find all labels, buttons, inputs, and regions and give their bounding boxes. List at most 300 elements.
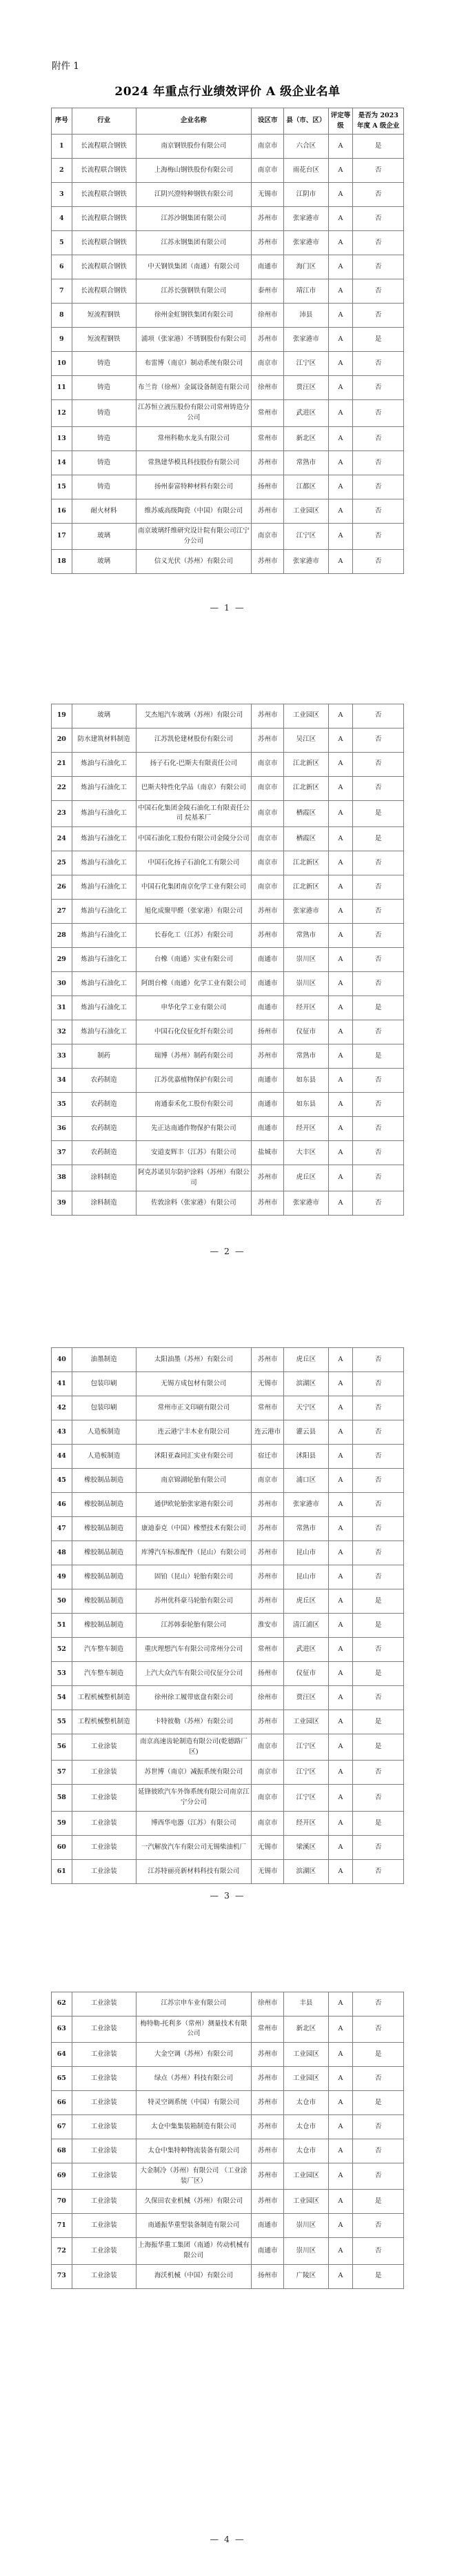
- cell-was-a-2023: 是: [353, 1614, 404, 1638]
- cell-no: 60: [52, 1835, 72, 1859]
- cell-company: 常州科勒水龙头有限公司: [136, 426, 252, 450]
- cell-company: 阿朗台橡（南通）化学工业有限公司: [136, 971, 252, 995]
- cell-was-a-2023: 否: [353, 1835, 404, 1859]
- cell-district: 崇川区: [284, 947, 328, 971]
- cell-no: 43: [52, 1420, 72, 1445]
- cell-industry: 防水建筑材料制造: [72, 728, 136, 752]
- cell-no: 10: [52, 352, 72, 376]
- table-row: [52, 231, 404, 255]
- cell-company: 阿克苏诺贝尔防护涂料（苏州）有限公司: [136, 1165, 252, 1191]
- cell-industry: 油墨制造: [72, 1348, 136, 1372]
- cell-industry: 工业涂装: [72, 2139, 136, 2163]
- cell-was-a-2023: 否: [353, 1020, 404, 1044]
- cell-grade: A: [328, 826, 353, 851]
- cell-grade: A: [328, 279, 353, 304]
- table-row: [52, 704, 404, 728]
- cell-was-a-2023: 否: [353, 1092, 404, 1116]
- cell-no: 50: [52, 1589, 72, 1614]
- cell-district: 常熟市: [284, 923, 328, 947]
- cell-district: 张家港市: [284, 1493, 328, 1517]
- cell-city: 盐城市: [252, 1140, 284, 1165]
- column-header-city: 设区市: [252, 108, 284, 135]
- cell-was-a-2023: 是: [353, 826, 404, 851]
- cell-district: 清江浦区: [284, 1614, 328, 1638]
- cell-was-a-2023: 是: [353, 135, 404, 159]
- cell-district: 虎丘区: [284, 1348, 328, 1372]
- page-number: — 1 —: [210, 602, 245, 613]
- cell-grade: A: [328, 995, 353, 1020]
- cell-district: 海门区: [284, 255, 328, 279]
- cell-company: 江苏沙钢集团有限公司: [136, 207, 252, 231]
- cell-was-a-2023: 否: [353, 2114, 404, 2139]
- cell-industry: 工业涂装: [72, 1734, 136, 1761]
- cell-company: 久保田农业机械（苏州）有限公司: [136, 2190, 252, 2214]
- cell-no: 45: [52, 1469, 72, 1493]
- cell-grade: A: [328, 499, 353, 523]
- cell-was-a-2023: 是: [353, 2264, 404, 2288]
- cell-company: 徐州金虹钢铁集团有限公司: [136, 304, 252, 328]
- cell-no: 47: [52, 1517, 72, 1541]
- cell-company: 重庆理想汽车有限公司常州分公司: [136, 1638, 252, 1662]
- cell-district: 沭阳县: [284, 1445, 328, 1469]
- cell-company: 申华化学工业有限公司: [136, 995, 252, 1020]
- cell-company: 固铂（昆山）轮胎有限公司: [136, 1565, 252, 1589]
- cell-industry: 涂料制造: [72, 1165, 136, 1191]
- cell-grade: A: [328, 1092, 353, 1116]
- cell-industry: 工业涂装: [72, 2016, 136, 2042]
- cell-company: 沭阳亚森同汇实业有限公司: [136, 1445, 252, 1469]
- cell-industry: 炼油与石油化工: [72, 1020, 136, 1044]
- cell-industry: 人造板制造: [72, 1420, 136, 1445]
- cell-no: 49: [52, 1565, 72, 1589]
- cell-city: 南京市: [252, 776, 284, 800]
- cell-grade: A: [328, 1785, 353, 1811]
- cell-was-a-2023: 是: [353, 1710, 404, 1734]
- table-row: [52, 1396, 404, 1420]
- cell-grade: A: [328, 135, 353, 159]
- table-row: [52, 1165, 404, 1191]
- cell-district: 张家港市: [284, 328, 328, 352]
- cell-industry: 工业涂装: [72, 2214, 136, 2238]
- cell-grade: A: [328, 1191, 353, 1216]
- cell-no: 39: [52, 1191, 72, 1216]
- cell-city: 扬州市: [252, 2264, 284, 2288]
- cell-company: 连云港宁丰木业有限公司: [136, 1420, 252, 1445]
- cell-no: 46: [52, 1493, 72, 1517]
- cell-company: 卡特彼勒（苏州）有限公司: [136, 1710, 252, 1734]
- cell-grade: A: [328, 1992, 353, 2016]
- enterprise-table-page-3: [51, 1347, 404, 1884]
- cell-no: 57: [52, 1761, 72, 1785]
- cell-city: 南通市: [252, 995, 284, 1020]
- cell-district: 江北新区: [284, 875, 328, 899]
- cell-company: 中天钢铁集团（南通）有限公司: [136, 255, 252, 279]
- cell-district: 江阴市: [284, 183, 328, 207]
- cell-company: 中国石化集团南京化学工业有限公司: [136, 875, 252, 899]
- cell-company: 长春化工（江苏）有限公司: [136, 923, 252, 947]
- cell-was-a-2023: 否: [353, 499, 404, 523]
- table-row: [52, 1686, 404, 1710]
- cell-city: 常州市: [252, 426, 284, 450]
- cell-city: 苏州市: [252, 1565, 284, 1589]
- cell-industry: 工业涂装: [72, 2190, 136, 2214]
- cell-no: 4: [52, 207, 72, 231]
- cell-was-a-2023: 否: [353, 2066, 404, 2090]
- cell-district: 栖霞区: [284, 800, 328, 826]
- table-row: [52, 328, 404, 352]
- table-row: [52, 899, 404, 923]
- cell-company: 上海梅山钢铁股份有限公司: [136, 159, 252, 183]
- cell-industry: 工业涂装: [72, 2264, 136, 2288]
- cell-no: 72: [52, 2238, 72, 2264]
- cell-city: 泰州市: [252, 279, 284, 304]
- cell-industry: 包装印刷: [72, 1396, 136, 1420]
- cell-grade: A: [328, 1614, 353, 1638]
- cell-company: 江苏凯伦建材股份有限公司: [136, 728, 252, 752]
- cell-was-a-2023: 否: [353, 1565, 404, 1589]
- cell-district: 新北区: [284, 2016, 328, 2042]
- cell-city: 苏州市: [252, 207, 284, 231]
- cell-was-a-2023: 否: [353, 352, 404, 376]
- cell-no: 5: [52, 231, 72, 255]
- cell-industry: 橡胶制品制造: [72, 1565, 136, 1589]
- cell-district: 灌云县: [284, 1420, 328, 1445]
- cell-district: 广陵区: [284, 2264, 328, 2288]
- cell-industry: 玻璃: [72, 704, 136, 728]
- cell-industry: 炼油与石油化工: [72, 875, 136, 899]
- cell-city: 南京市: [252, 352, 284, 376]
- cell-city: 无锡市: [252, 1372, 284, 1396]
- cell-city: 南通市: [252, 255, 284, 279]
- cell-no: 37: [52, 1140, 72, 1165]
- cell-was-a-2023: 否: [353, 475, 404, 499]
- cell-was-a-2023: 否: [353, 1686, 404, 1710]
- cell-city: 苏州市: [252, 2190, 284, 2214]
- cell-district: 昆山市: [284, 1565, 328, 1589]
- table-row: [52, 1589, 404, 1614]
- cell-industry: 制药: [72, 1044, 136, 1068]
- column-header-district: 县（市、区）: [284, 108, 328, 135]
- column-header-grade: 评定等级: [328, 108, 353, 135]
- cell-district: 常熟市: [284, 450, 328, 475]
- cell-no: 40: [52, 1348, 72, 1372]
- table-row: [52, 947, 404, 971]
- cell-was-a-2023: 是: [353, 2042, 404, 2066]
- cell-no: 22: [52, 776, 72, 800]
- cell-city: 扬州市: [252, 475, 284, 499]
- cell-city: 淮安市: [252, 1614, 284, 1638]
- cell-industry: 玻璃: [72, 523, 136, 549]
- cell-district: 江宁区: [284, 1734, 328, 1761]
- table-container-page-4: [51, 1992, 404, 2289]
- cell-was-a-2023: 否: [353, 1992, 404, 2016]
- cell-industry: 橡胶制品制造: [72, 1541, 136, 1565]
- enterprise-table-page-2: [51, 704, 404, 1216]
- table-row: [52, 1517, 404, 1541]
- cell-was-a-2023: 否: [353, 304, 404, 328]
- cell-was-a-2023: 否: [353, 1140, 404, 1165]
- cell-no: 21: [52, 752, 72, 776]
- cell-was-a-2023: 否: [353, 183, 404, 207]
- cell-city: 苏州市: [252, 231, 284, 255]
- cell-grade: A: [328, 450, 353, 475]
- cell-district: 吴江区: [284, 728, 328, 752]
- cell-city: 南京市: [252, 1785, 284, 1811]
- table-row: [52, 400, 404, 426]
- cell-city: 苏州市: [252, 1710, 284, 1734]
- cell-no: 31: [52, 995, 72, 1020]
- cell-district: 常熟市: [284, 1517, 328, 1541]
- cell-was-a-2023: 否: [353, 728, 404, 752]
- cell-industry: 长流程联合钢铁: [72, 207, 136, 231]
- cell-grade: A: [328, 255, 353, 279]
- cell-district: 经开区: [284, 1116, 328, 1140]
- table-row: [52, 851, 404, 875]
- cell-no: 55: [52, 1710, 72, 1734]
- cell-grade: A: [328, 1835, 353, 1859]
- cell-city: 常州市: [252, 400, 284, 426]
- cell-company: 太仓中集集装箱制造有限公司: [136, 2114, 252, 2139]
- cell-district: 太仓市: [284, 2139, 328, 2163]
- cell-grade: A: [328, 2214, 353, 2238]
- cell-industry: 长流程联合钢铁: [72, 183, 136, 207]
- table-row: [52, 2139, 404, 2163]
- cell-was-a-2023: 是: [353, 1734, 404, 1761]
- cell-district: 经开区: [284, 995, 328, 1020]
- cell-company: 先正达南通作物保护有限公司: [136, 1116, 252, 1140]
- cell-district: 工业园区: [284, 2042, 328, 2066]
- cell-city: 苏州市: [252, 899, 284, 923]
- cell-industry: 农药制造: [72, 1116, 136, 1140]
- cell-no: 54: [52, 1686, 72, 1710]
- cell-was-a-2023: 否: [353, 2139, 404, 2163]
- cell-city: 南通市: [252, 1116, 284, 1140]
- cell-district: 滨湖区: [284, 1372, 328, 1396]
- cell-no: 53: [52, 1662, 72, 1686]
- cell-district: 江宁区: [284, 352, 328, 376]
- cell-district: 江北新区: [284, 851, 328, 875]
- cell-industry: 耐火材料: [72, 499, 136, 523]
- cell-company: 博西华电器（江苏）有限公司: [136, 1811, 252, 1835]
- table-row: [52, 1734, 404, 1761]
- cell-grade: A: [328, 1638, 353, 1662]
- cell-city: 扬州市: [252, 1020, 284, 1044]
- cell-no: 34: [52, 1068, 72, 1092]
- cell-city: 南京市: [252, 1734, 284, 1761]
- cell-grade: A: [328, 1710, 353, 1734]
- cell-industry: 工业涂装: [72, 1835, 136, 1859]
- cell-city: 苏州市: [252, 1348, 284, 1372]
- table-row: [52, 1092, 404, 1116]
- cell-industry: 长流程联合钢铁: [72, 135, 136, 159]
- cell-grade: A: [328, 2264, 353, 2288]
- cell-district: 张家港市: [284, 207, 328, 231]
- cell-was-a-2023: 否: [353, 255, 404, 279]
- cell-district: 崇川区: [284, 2214, 328, 2238]
- cell-city: 苏州市: [252, 2090, 284, 2114]
- cell-company: 通伊欧轮胎张家港有限公司: [136, 1493, 252, 1517]
- table-row: [52, 1541, 404, 1565]
- cell-was-a-2023: 否: [353, 704, 404, 728]
- enterprise-table-page-4: [51, 1992, 404, 2289]
- cell-industry: 长流程联合钢铁: [72, 159, 136, 183]
- cell-city: 苏州市: [252, 550, 284, 574]
- cell-industry: 工业涂装: [72, 1785, 136, 1811]
- cell-district: 大丰区: [284, 1140, 328, 1165]
- cell-industry: 工业涂装: [72, 2090, 136, 2114]
- cell-grade: A: [328, 1020, 353, 1044]
- cell-city: 徐州市: [252, 1992, 284, 2016]
- table-row: [52, 426, 404, 450]
- cell-no: 20: [52, 728, 72, 752]
- cell-grade: A: [328, 971, 353, 995]
- table-row: [52, 2190, 404, 2214]
- cell-no: 62: [52, 1992, 72, 2016]
- cell-no: 73: [52, 2264, 72, 2288]
- cell-district: 工业园区: [284, 1710, 328, 1734]
- cell-grade: A: [328, 523, 353, 549]
- cell-district: 太仓市: [284, 2114, 328, 2139]
- cell-no: 38: [52, 1165, 72, 1191]
- table-row: [52, 2114, 404, 2139]
- table-row: [52, 2042, 404, 2066]
- cell-grade: A: [328, 2114, 353, 2139]
- cell-district: 江宁区: [284, 1761, 328, 1785]
- table-row: [52, 550, 404, 574]
- table-row: [52, 1662, 404, 1686]
- cell-grade: A: [328, 1140, 353, 1165]
- table-row: [52, 475, 404, 499]
- cell-industry: 橡胶制品制造: [72, 1469, 136, 1493]
- cell-industry: 铸造: [72, 400, 136, 426]
- cell-company: 大金空调（苏州）有限公司: [136, 2042, 252, 2066]
- cell-grade: A: [328, 851, 353, 875]
- header-row: [52, 108, 404, 135]
- cell-no: 69: [52, 2163, 72, 2189]
- cell-city: 南京市: [252, 523, 284, 549]
- cell-grade: A: [328, 1761, 353, 1785]
- table-row: [52, 2214, 404, 2238]
- cell-city: 常州市: [252, 1638, 284, 1662]
- table-row: [52, 135, 404, 159]
- cell-no: 58: [52, 1785, 72, 1811]
- cell-district: 雨花台区: [284, 159, 328, 183]
- cell-grade: A: [328, 1044, 353, 1068]
- cell-city: 常州市: [252, 2016, 284, 2042]
- table-row: [52, 304, 404, 328]
- cell-no: 24: [52, 826, 72, 851]
- cell-industry: 工程机械整机制造: [72, 1686, 136, 1710]
- cell-company: 南京玻璃纤维研究设计院有限公司江宁分公司: [136, 523, 252, 549]
- cell-was-a-2023: 否: [353, 1420, 404, 1445]
- table-row: [52, 776, 404, 800]
- cell-was-a-2023: 否: [353, 1638, 404, 1662]
- table-row: [52, 1068, 404, 1092]
- cell-industry: 炼油与石油化工: [72, 899, 136, 923]
- cell-no: 48: [52, 1541, 72, 1565]
- cell-industry: 短流程钢铁: [72, 304, 136, 328]
- table-row: [52, 1785, 404, 1811]
- cell-city: 南通市: [252, 971, 284, 995]
- cell-company: 上汽大众汽车有限公司仪征分公司: [136, 1662, 252, 1686]
- cell-industry: 炼油与石油化工: [72, 851, 136, 875]
- cell-no: 66: [52, 2090, 72, 2114]
- cell-city: 苏州市: [252, 2163, 284, 2189]
- cell-company: 南京钢铁股份有限公司: [136, 135, 252, 159]
- table-row: [52, 752, 404, 776]
- cell-district: 崇川区: [284, 2238, 328, 2264]
- cell-was-a-2023: 否: [353, 450, 404, 475]
- cell-grade: A: [328, 352, 353, 376]
- cell-grade: A: [328, 426, 353, 450]
- cell-industry: 汽车整车制造: [72, 1638, 136, 1662]
- page-3: [0, 1288, 455, 1932]
- cell-industry: 橡胶制品制造: [72, 1589, 136, 1614]
- cell-company: 瑞博（苏州）制药有限公司: [136, 1044, 252, 1068]
- cell-company: 一汽解放汽车有限公司无锡柴油机厂: [136, 1835, 252, 1859]
- cell-grade: A: [328, 231, 353, 255]
- cell-industry: 工业涂装: [72, 2114, 136, 2139]
- cell-district: 沛县: [284, 304, 328, 328]
- cell-no: 25: [52, 851, 72, 875]
- cell-grade: A: [328, 207, 353, 231]
- cell-no: 51: [52, 1614, 72, 1638]
- table-row: [52, 2090, 404, 2114]
- cell-no: 23: [52, 800, 72, 826]
- cell-district: 昆山市: [284, 1541, 328, 1565]
- cell-industry: 炼油与石油化工: [72, 800, 136, 826]
- cell-grade: A: [328, 1589, 353, 1614]
- table-row: [52, 159, 404, 183]
- cell-was-a-2023: 否: [353, 776, 404, 800]
- cell-was-a-2023: 否: [353, 2238, 404, 2264]
- cell-district: 常熟市: [284, 1044, 328, 1068]
- cell-company: 维苏威高级陶瓷（中国）有限公司: [136, 499, 252, 523]
- table-row: [52, 1140, 404, 1165]
- page-number: — 3 —: [210, 1890, 245, 1901]
- cell-industry: 短流程钢铁: [72, 328, 136, 352]
- cell-industry: 工业涂装: [72, 1761, 136, 1785]
- cell-grade: A: [328, 328, 353, 352]
- table-row: [52, 1445, 404, 1469]
- cell-was-a-2023: 否: [353, 1396, 404, 1420]
- cell-city: 无锡市: [252, 1835, 284, 1859]
- cell-no: 63: [52, 2016, 72, 2042]
- cell-was-a-2023: 是: [353, 2090, 404, 2114]
- cell-district: 工业园区: [284, 2190, 328, 2214]
- cell-district: 虎丘区: [284, 1589, 328, 1614]
- cell-grade: A: [328, 1541, 353, 1565]
- table-row: [52, 279, 404, 304]
- cell-grade: A: [328, 400, 353, 426]
- cell-was-a-2023: 否: [353, 1541, 404, 1565]
- cell-company: 徐州徐工履带底盘有限公司: [136, 1686, 252, 1710]
- page-2: [0, 644, 455, 1289]
- cell-was-a-2023: 否: [353, 400, 404, 426]
- column-header-company: 企业名称: [136, 108, 252, 135]
- cell-district: 太仓市: [284, 2090, 328, 2114]
- cell-grade: A: [328, 159, 353, 183]
- cell-city: 南京市: [252, 1761, 284, 1785]
- cell-was-a-2023: 否: [353, 1517, 404, 1541]
- cell-grade: A: [328, 304, 353, 328]
- table-row: [52, 1859, 404, 1883]
- cell-no: 36: [52, 1116, 72, 1140]
- cell-grade: A: [328, 1445, 353, 1469]
- cell-company: 佐敦涂料（张家港）有限公司: [136, 1191, 252, 1216]
- cell-grade: A: [328, 2238, 353, 2264]
- table-row: [52, 1565, 404, 1589]
